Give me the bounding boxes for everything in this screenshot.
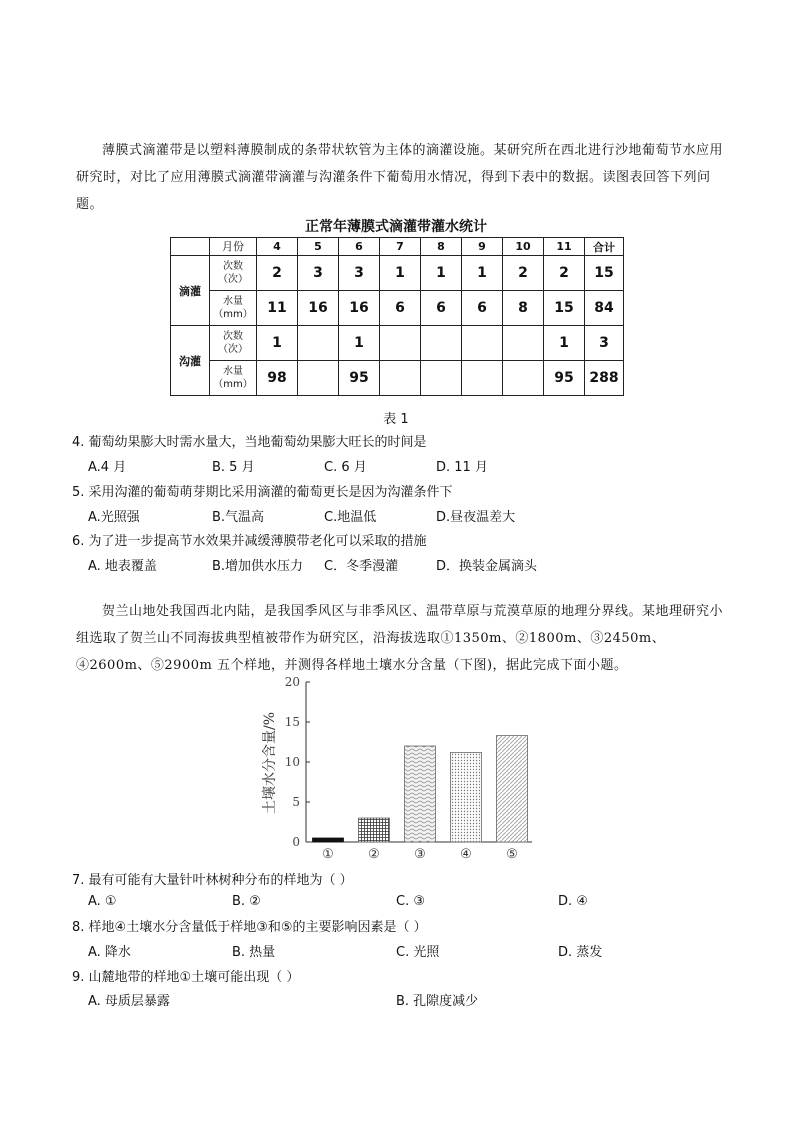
option: C. 6 月	[324, 460, 367, 475]
month-cell: 7	[380, 238, 421, 256]
table-cell: 95	[544, 361, 585, 396]
option: D. 11 月	[436, 460, 488, 475]
table-caption: 表 1	[383, 412, 409, 427]
table-cell: 1	[462, 256, 503, 291]
row-label: 水量 （mm）	[210, 291, 257, 326]
option: B.增加供水压力	[212, 559, 304, 574]
table-cell: 6	[421, 291, 462, 326]
row-label: 次数 （次）	[210, 326, 257, 361]
option: A. ①	[88, 894, 117, 909]
total-header: 合计	[585, 238, 624, 256]
bar	[359, 818, 390, 842]
table-cell: 84	[585, 291, 624, 326]
table-cell	[503, 361, 544, 396]
table-cell: 3	[339, 256, 380, 291]
table-cell	[380, 361, 421, 396]
month-header: 月份	[210, 238, 257, 256]
passage-2: 贺兰山地处我国西北内陆，是我国季风区与非季风区、温带草原与荒漠草原的地理分界线。某地理研究小组选取了贺兰山不同海拔典型植被带作为研究区，沿海拔选取①1350m、②1800m、③2450m、④2600m、⑤2900m 五个样地，并测得各样地土壤水分含量（下图)，据此完成下面小题。	[76, 604, 724, 673]
option: A. 母质层暴露	[88, 994, 170, 1009]
x-tick-label: ⑤	[506, 847, 518, 862]
table-cell	[462, 361, 503, 396]
month-cell: 10	[503, 238, 544, 256]
question-7: 7. 最有可能有大量针叶林树种分布的样地为（ ）	[72, 873, 353, 888]
table-header-row	[171, 238, 624, 256]
table-cell: 2	[503, 256, 544, 291]
y-tick-label: 20	[284, 675, 300, 689]
table-cell: 6	[380, 291, 421, 326]
table-cell: 98	[257, 361, 298, 396]
month-cell: 6	[339, 238, 380, 256]
table-cell: 1	[544, 326, 585, 361]
option: C. 光照	[396, 945, 440, 960]
table-cell: 16	[339, 291, 380, 326]
table-cell: 15	[585, 256, 624, 291]
bar	[497, 736, 528, 842]
option: A.4 月	[88, 460, 127, 475]
table-cell	[503, 326, 544, 361]
question-4: 4. 葡萄幼果膨大时需水量大，当地葡萄幼果膨大旺长的时间是	[72, 435, 427, 450]
drip-times-row	[171, 256, 624, 291]
row-label: 次数 （次）	[210, 256, 257, 291]
y-axis-label: 土壤水分含量/%	[262, 711, 278, 815]
table-cell	[380, 326, 421, 361]
table-cell: 1	[421, 256, 462, 291]
month-cell: 9	[462, 238, 503, 256]
furrow-label: 沟灌	[171, 326, 210, 396]
y-tick-label: 0	[292, 835, 300, 849]
bar	[313, 838, 344, 842]
x-tick-label: ③	[414, 847, 426, 862]
row-label: 水量 （mm）	[210, 361, 257, 396]
table-cell: 3	[298, 256, 339, 291]
furrow-water-row	[171, 361, 624, 396]
option: D. 蒸发	[558, 945, 603, 960]
table-cell	[421, 326, 462, 361]
table-cell: 3	[585, 326, 624, 361]
month-cell: 4	[257, 238, 298, 256]
bar	[405, 746, 436, 842]
table-cell: 11	[257, 291, 298, 326]
table-cell: 1	[339, 326, 380, 361]
table-cell: 6	[462, 291, 503, 326]
table-cell	[298, 326, 339, 361]
furrow-times-row	[171, 326, 624, 361]
table-cell: 16	[298, 291, 339, 326]
table-cell	[298, 361, 339, 396]
option: B.气温高	[212, 510, 265, 525]
table-cell: 288	[585, 361, 624, 396]
option: D. ④	[558, 894, 588, 909]
option: B. ②	[232, 894, 261, 909]
y-tick-label: 5	[292, 795, 300, 809]
question-8: 8. 样地④土壤水分含量低于样地③和⑤的主要影响因素是（ ）	[72, 920, 427, 935]
month-cell: 11	[544, 238, 585, 256]
table-cell: 95	[339, 361, 380, 396]
option: C.地温低	[324, 510, 377, 525]
question-9: 9. 山麓地带的样地①土壤可能出现（ ）	[72, 970, 300, 985]
question-5: 5. 采用沟灌的葡萄萌芽期比采用滴灌的葡萄更长是因为沟灌条件下	[72, 485, 453, 500]
option: D.昼夜温差大	[436, 510, 516, 525]
table-cell: 1	[380, 256, 421, 291]
month-cell: 5	[298, 238, 339, 256]
option: D．换装金属滴头	[436, 559, 538, 574]
question-6: 6. 为了进一步提高节水效果并减缓薄膜带老化可以采取的措施	[72, 534, 427, 549]
option: C．冬季漫灌	[324, 559, 399, 574]
x-tick-label: ④	[460, 847, 472, 862]
passage-1: 薄膜式滴灌带是以塑料薄膜制成的条带状软管为主体的滴灌设施。某研究所在西北进行沙地葡萄节水应用研究时，对比了应用薄膜式滴灌带滴灌与沟灌条件下葡萄用水情况，得到下表中的数据。读图表回答下列问题。	[76, 143, 724, 212]
table-cell: 2	[257, 256, 298, 291]
option: B. 热量	[232, 945, 276, 960]
y-tick-label: 15	[284, 715, 300, 729]
option: A. 降水	[88, 945, 131, 960]
table-cell	[462, 326, 503, 361]
option: A.光照强	[88, 510, 140, 525]
month-cell: 8	[421, 238, 462, 256]
option: B. 孔隙度减少	[396, 994, 479, 1009]
bar	[451, 752, 482, 842]
option: A. 地表覆盖	[88, 559, 157, 574]
irrigation-table	[170, 237, 624, 396]
table-cell: 1	[257, 326, 298, 361]
soil-moisture-chart	[250, 672, 550, 862]
table-title: 正常年薄膜式滴灌带灌水统计	[305, 219, 487, 235]
table-cell: 15	[544, 291, 585, 326]
option: C. ③	[396, 894, 425, 909]
y-tick-label: 10	[284, 755, 300, 769]
table-cell: 2	[544, 256, 585, 291]
table-cell: 8	[503, 291, 544, 326]
corner-cell	[171, 238, 210, 256]
table-cell	[421, 361, 462, 396]
drip-label: 滴灌	[171, 256, 210, 326]
x-tick-label: ②	[368, 847, 380, 862]
drip-water-row	[171, 291, 624, 326]
x-tick-label: ①	[322, 847, 334, 862]
option: B. 5 月	[212, 460, 255, 475]
